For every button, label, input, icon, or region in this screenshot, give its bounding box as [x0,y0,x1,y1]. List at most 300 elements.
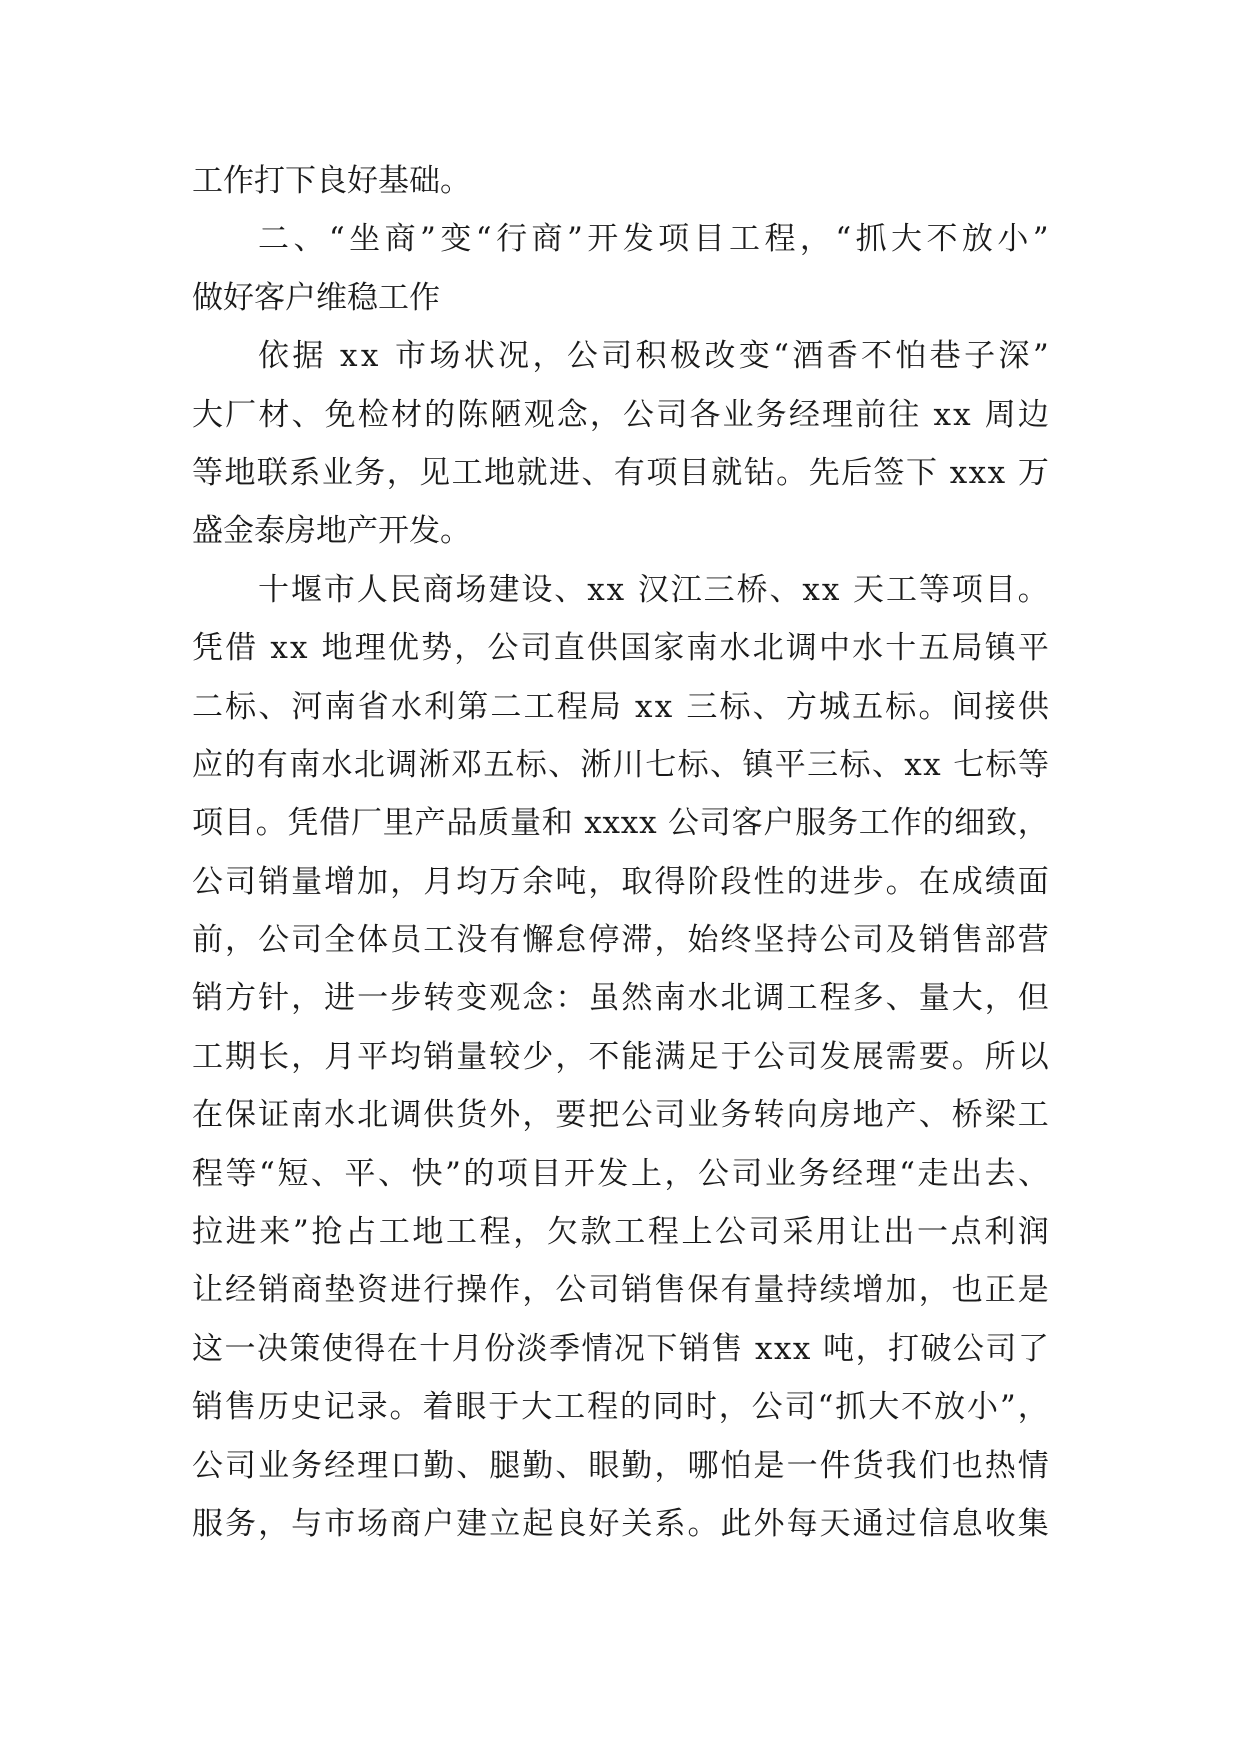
glyph: 均 [456,863,488,900]
glyph: x [360,338,379,375]
glyph: 上 [681,1214,713,1251]
glyph: ， [855,1330,887,1367]
glyph: 增 [852,1272,884,1309]
glyph: 的 [786,863,818,900]
glyph: 抓 [835,1389,867,1426]
glyph: 变 [440,221,472,258]
glyph: ” [444,1155,461,1192]
glyph: 理 [357,1447,389,1484]
text-line [192,911,1049,969]
glyph: 程 [647,1214,679,1251]
glyph: 一 [224,1330,256,1367]
glyph: 这 [192,1330,223,1367]
glyph: 程 [819,980,851,1017]
glyph: 向 [786,1097,818,1134]
glyph: 局 [589,688,621,725]
glyph: 优 [387,630,419,667]
text-line [192,1378,1049,1436]
glyph: 公 [819,922,851,959]
glyph: 项 [646,454,678,491]
glyph: 破 [920,1330,952,1367]
glyph: 司 [225,1447,257,1484]
glyph: 工 [786,980,818,1017]
glyph: 钻 [743,454,775,491]
glyph [812,1320,822,1378]
text-line [192,1145,1049,1203]
glyph: 司 [601,338,633,375]
glyph: 得 [354,1330,386,1367]
glyph: 目 [984,571,1016,608]
glyph: 公 [487,630,519,667]
glyph: 地 [852,1097,884,1134]
glyph: 季 [548,1330,580,1367]
glyph: 地 [224,454,256,491]
glyph: “ [899,1155,915,1192]
glyph: 南 [686,630,718,667]
glyph: 工 [378,1214,410,1251]
section-heading-line [192,210,1049,268]
glyph: 持 [786,922,818,959]
glyph: 销 [258,863,290,900]
glyph: 月 [324,1038,356,1075]
glyph: 目 [530,1155,562,1192]
glyph: 续 [819,1272,851,1309]
glyph: 销 [621,1272,653,1309]
body-text [192,152,1049,1553]
glyph: 务 [755,396,787,433]
glyph [382,327,392,385]
glyph: 此 [720,1505,752,1542]
glyph: 三 [703,571,735,608]
glyph: 段 [720,863,752,900]
glyph: ， [718,1389,750,1426]
glyph: 商 [384,221,416,258]
glyph: 、 [258,688,290,725]
glyph: 加 [885,1272,917,1309]
text-line [192,502,1049,560]
glyph: 进 [225,1214,257,1251]
glyph: 口 [390,1447,422,1484]
glyph: ， [522,1097,554,1134]
glyph: 水 [324,1097,356,1134]
glyph: ， [291,1038,323,1075]
glyph: 公 [192,863,223,900]
glyph: 程 [556,688,588,725]
glyph: 。 [776,454,808,491]
glyph: 但 [1017,980,1049,1017]
glyph: 联 [256,454,288,491]
glyph: 七 [953,746,985,783]
glyph: x [949,454,968,491]
glyph: 万 [1017,454,1049,491]
glyph: 针 [258,980,290,1017]
glyph: 往 [888,396,920,433]
glyph: 调 [390,1097,422,1134]
glyph: 工 [614,1214,646,1251]
glyph: 大 [951,980,983,1017]
text-line [192,969,1049,1027]
glyph: 部 [984,922,1016,959]
glyph: 让 [192,1272,223,1309]
glyph: x [968,454,987,491]
glyph: 借 [225,630,257,667]
glyph: 陋 [490,396,522,433]
glyph: 展 [852,1038,884,1075]
glyph [942,736,952,794]
glyph: 经 [832,1155,864,1192]
glyph: 方 [785,688,817,725]
glyph: 、 [291,396,323,433]
glyph: 量 [918,980,950,1017]
glyph: 就 [711,454,743,491]
glyph: 市 [324,1505,356,1542]
glyph: 质 [478,805,510,842]
glyph: 公 [697,1155,729,1192]
glyph: 和 [541,805,573,842]
glyph: 公 [751,1389,783,1426]
glyph: 细 [954,805,986,842]
glyph: 、 [871,746,903,783]
glyph: 销 [423,1038,455,1075]
glyph: 开 [587,221,619,258]
glyph: 采 [782,1214,814,1251]
glyph: 水 [687,980,719,1017]
glyph: 商 [422,571,454,608]
glyph: 平 [774,746,806,783]
glyph: 司 [654,1097,686,1134]
glyph: 厂 [350,805,382,842]
glyph [841,561,851,619]
glyph: ， [386,454,418,491]
glyph: 大 [192,396,223,433]
glyph: 量 [509,805,541,842]
glyph: 、 [885,980,917,1017]
glyph: 工 [523,688,555,725]
glyph: ， [799,221,831,258]
glyph: 据 [292,338,324,375]
glyph: 目 [223,805,255,842]
glyph: “ [773,338,789,375]
glyph: 了 [1017,1330,1049,1367]
glyph: 平 [344,1155,376,1192]
glyph: 量 [753,1272,785,1309]
glyph: 吨 [555,863,587,900]
glyph: 厂 [225,396,257,433]
glyph: 公 [555,1272,587,1309]
glyph [921,386,931,444]
glyph: 标 [985,746,1017,783]
text-line [192,678,1049,736]
glyph: 让 [849,1214,881,1251]
glyph: 五 [918,630,950,667]
glyph: 程 [479,1214,511,1251]
glyph [327,327,337,385]
glyph: 商 [390,1505,422,1542]
glyph: 供 [1017,688,1049,725]
glyph: “ [259,1155,275,1192]
glyph: 关 [621,1505,653,1542]
glyph: 阶 [687,863,719,900]
glyph: 调 [753,980,785,1017]
glyph: 不 [588,1038,620,1075]
glyph: 是 [1017,1272,1049,1309]
glyph: 项 [192,805,223,842]
glyph: 中 [818,630,850,667]
glyph: 。 [885,863,917,900]
glyph: 均 [390,1038,422,1075]
glyph: 满 [654,1038,686,1075]
glyph: 点 [950,1214,982,1251]
glyph: 观 [523,396,555,433]
glyph [1007,444,1017,502]
glyph: 理 [354,630,386,667]
glyph: 、 [752,688,784,725]
glyph: 二 [192,688,223,725]
glyph: 也 [951,1272,983,1309]
glyph: 项 [951,571,983,608]
glyph: 设 [521,571,553,608]
glyph: x [904,746,922,783]
glyph: 放 [961,221,993,258]
glyph [973,386,983,444]
glyph: 调 [785,630,817,667]
glyph: 坚 [753,922,785,959]
glyph: 等 [918,571,950,608]
glyph: 同 [652,1389,684,1426]
glyph: 行 [423,1272,455,1309]
glyph: 体 [357,922,389,959]
glyph: 于 [488,1389,520,1426]
glyph: 欠 [546,1214,578,1251]
glyph: 有 [613,454,645,491]
glyph: x [933,396,951,433]
glyph: 出 [950,1155,982,1192]
glyph: 短 [277,1155,309,1192]
glyph: 变 [738,338,770,375]
text-line [192,1028,1049,1086]
glyph: “ [475,221,492,258]
glyph: 司 [731,1155,763,1192]
glyph: 各 [689,396,721,433]
glyph: 市 [323,571,355,608]
glyph: 产 [885,1097,917,1134]
glyph: ， [522,1272,554,1309]
glyph: 决 [256,1330,288,1367]
glyph: 材 [390,396,422,433]
line-text: 做好客户维稳工作 [192,279,440,316]
glyph: 、 [918,1097,950,1134]
glyph: 、 [581,454,613,491]
glyph: 地 [484,454,516,491]
glyph: 工 [445,1214,477,1251]
glyph: 公 [952,1330,984,1367]
glyph: 积 [635,338,667,375]
glyph: ” [420,221,436,258]
glyph: 项 [658,221,690,258]
glyph: 余 [522,863,554,900]
glyph: 每 [786,1505,818,1542]
glyph: 大 [891,221,923,258]
glyph: 工 [554,1389,586,1426]
glyph: 坐 [349,221,381,258]
glyph: “ [817,1389,834,1426]
glyph: 标 [515,746,547,783]
glyph: 公 [192,1447,223,1484]
glyph: 大 [868,1389,900,1426]
glyph: 虽 [588,980,620,1017]
glyph: 好 [588,1505,620,1542]
glyph: 、 [377,1155,409,1192]
glyph: 份 [484,1330,516,1367]
glyph: 桥 [736,571,768,608]
glyph: 北 [752,630,784,667]
glyph: 。 [687,1505,719,1542]
glyph: 然 [621,980,653,1017]
glyph: 不 [926,221,958,258]
glyph: 天 [819,1505,851,1542]
glyph: 怕 [720,1447,752,1484]
glyph: 务 [826,805,858,842]
glyph: 服 [192,1505,223,1542]
glyph: 息 [951,1505,983,1542]
glyph: 状 [463,338,495,375]
glyph: 销 [258,1272,290,1309]
line-text: 工作打下良好基础。 [192,163,471,199]
glyph: 服 [795,805,827,842]
glyph: 证 [258,1097,290,1134]
glyph: 以 [1017,1038,1049,1075]
glyph [938,444,948,502]
glyph: 于 [720,1038,752,1075]
glyph: 司 [520,630,552,667]
glyph: 开 [563,1155,595,1192]
glyph: ， [454,630,486,667]
glyph: 场 [455,571,487,608]
glyph: 建 [488,571,520,608]
glyph: ， [513,1214,545,1251]
glyph: 操 [456,1272,488,1309]
glyph [626,561,636,619]
glyph: 吨 [823,1330,855,1367]
glyph: 件 [819,1447,851,1484]
glyph: ” [999,1389,1016,1426]
glyph: ， [291,980,323,1017]
glyph: x [620,805,639,842]
glyph: 立 [489,1505,521,1542]
glyph: 去 [984,1155,1016,1192]
glyph: 在 [192,1097,223,1134]
glyph: 平 [1017,630,1049,667]
glyph: 热 [984,1447,1016,1484]
glyph: ， [654,1447,686,1484]
glyph: 水 [321,746,353,783]
glyph: 凭 [192,630,223,667]
glyph: 场 [357,1505,389,1542]
glyph: “ [328,221,345,258]
glyph: 售 [654,1272,686,1309]
glyph: 怕 [895,338,927,375]
glyph: 销 [678,1330,710,1367]
glyph: 业 [765,1155,796,1192]
glyph: 。 [918,688,950,725]
glyph: 抢 [311,1214,343,1251]
glyph: ， [984,980,1016,1017]
glyph: 要 [918,1038,950,1075]
glyph: 及 [885,922,917,959]
glyph: 邓 [451,746,482,783]
glyph: 酒 [792,338,824,375]
glyph: 巷 [929,338,961,375]
glyph: ， [588,863,620,900]
glyph: 垫 [324,1272,356,1309]
glyph: 面 [1017,863,1049,900]
glyph: 情 [581,1330,613,1367]
glyph: 、 [555,1447,587,1484]
glyph: 下 [905,454,937,491]
glyph: 经 [324,1447,356,1484]
glyph: 目 [678,454,710,491]
glyph: 经 [788,396,820,433]
glyph: 万 [489,863,521,900]
glyph: 理 [865,1155,897,1192]
glyph: 小 [966,1389,998,1426]
glyph: 应 [192,746,223,783]
section-heading-line [192,269,1049,327]
glyph: 勤 [423,1447,455,1484]
glyph: 前 [192,922,223,959]
glyph [258,619,268,677]
glyph: 陈 [457,396,489,433]
glyph: 省 [357,688,389,725]
glyph: 用 [816,1214,848,1251]
glyph: 进 [548,454,580,491]
glyph: 与 [291,1505,323,1542]
glyph: x [821,571,840,608]
glyph: 淅 [418,746,450,783]
glyph: 放 [934,1389,966,1426]
glyph: 司 [985,1330,1017,1367]
glyph: 地 [321,630,353,667]
glyph: 情 [1017,1447,1049,1484]
glyph: 经 [225,1272,257,1309]
glyph: 史 [290,1389,322,1426]
glyph: 南 [654,980,686,1017]
glyph: x [654,688,673,725]
glyph: 作 [489,1272,521,1309]
glyph [657,794,667,852]
glyph: 南 [324,688,356,725]
glyph: x [270,630,288,667]
glyph: 集 [1017,1505,1049,1542]
glyph: 镇 [984,630,1016,667]
glyph: 通 [852,1505,884,1542]
glyph: 少 [522,1038,554,1075]
glyph: 月 [451,1330,483,1367]
glyph: 十 [258,571,289,608]
text-line [192,736,1049,794]
glyph [674,678,684,736]
glyph: ， [532,338,564,375]
glyph: 产 [414,805,446,842]
glyph: 梁 [984,1097,1016,1134]
glyph: x [953,396,971,433]
glyph: 工 [858,805,890,842]
glyph: 快 [411,1155,443,1192]
text-line [192,152,1049,210]
glyph: 极 [669,338,701,375]
glyph: 量 [456,1038,488,1075]
glyph: x [339,338,358,375]
